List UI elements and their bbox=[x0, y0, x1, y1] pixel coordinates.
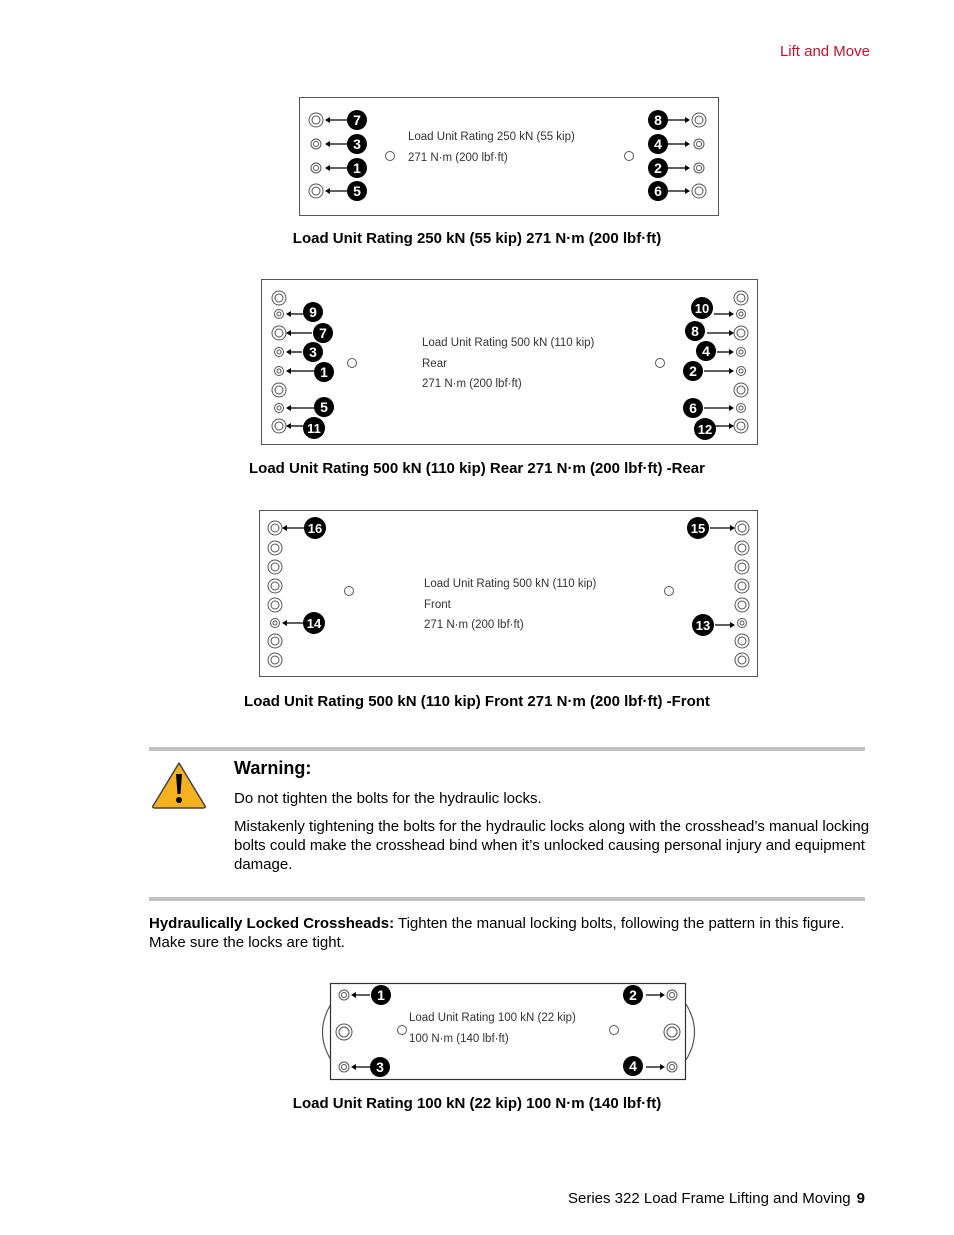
sequence-marker bbox=[687, 517, 709, 539]
svg-text:1: 1 bbox=[353, 160, 361, 176]
sequence-marker bbox=[347, 181, 367, 201]
divider bbox=[149, 747, 865, 751]
sequence-marker bbox=[314, 397, 334, 417]
sequence-marker bbox=[648, 181, 668, 201]
svg-text:13: 13 bbox=[695, 618, 711, 633]
sequence-marker bbox=[303, 612, 325, 634]
sequence-marker bbox=[371, 985, 391, 1005]
sequence-marker bbox=[303, 342, 323, 362]
page-number: 9 bbox=[856, 1190, 865, 1207]
svg-text:3: 3 bbox=[376, 1059, 384, 1075]
sequence-marker bbox=[303, 302, 323, 322]
svg-text:12: 12 bbox=[697, 422, 713, 437]
figure-100kn bbox=[310, 980, 706, 1084]
sequence-marker bbox=[623, 1056, 643, 1076]
svg-text:9: 9 bbox=[309, 304, 317, 320]
svg-text:16: 16 bbox=[307, 521, 323, 536]
bolt-group-right bbox=[692, 113, 706, 198]
svg-text:15: 15 bbox=[690, 521, 706, 536]
svg-text:2: 2 bbox=[654, 160, 662, 176]
warning-triangle-icon bbox=[150, 760, 208, 810]
sequence-marker bbox=[692, 614, 714, 636]
instruction-text: Tighten the manual locking bolts, following the pattern in this figure. Make sure the locks are tight. bbox=[149, 915, 845, 951]
figure-caption: Load Unit Rating 100 kN (22 kip) 100 N·m (140 lbf·ft) bbox=[292, 1095, 662, 1112]
figure-500kn-rear bbox=[261, 279, 758, 445]
figure-label-line: 100 N·m (140 lbf·ft) bbox=[409, 1033, 509, 1045]
figure-caption: Load Unit Rating 500 kN (110 kip) Rear 271 N·m (200 lbf·ft) -Rear bbox=[249, 460, 705, 477]
bolt-group-left bbox=[309, 113, 323, 198]
footer-title: Series 322 Load Frame Lifting and Moving bbox=[567, 1190, 851, 1207]
svg-text:5: 5 bbox=[353, 183, 361, 199]
sequence-marker bbox=[683, 361, 703, 381]
divider bbox=[149, 897, 865, 901]
warning-text: Mistakenly tightening the bolts for the hydraulic locks along with the crosshead’s manual locking bolts could make the crosshead bind when it’s unlocked causing personal injury and equipment damage. bbox=[234, 818, 870, 873]
svg-text:2: 2 bbox=[629, 987, 637, 1003]
sequence-marker bbox=[691, 297, 713, 319]
warning-text: Do not tighten the bolts for the hydraulic locks. bbox=[234, 790, 542, 807]
sequence-marker bbox=[648, 158, 668, 178]
svg-text:4: 4 bbox=[629, 1058, 637, 1074]
svg-text:7: 7 bbox=[353, 112, 361, 128]
sequence-marker bbox=[347, 110, 367, 130]
figure-label-line: 271 N·m (200 lbf·ft) bbox=[424, 619, 524, 631]
bolt-group-left bbox=[272, 291, 286, 433]
svg-text:4: 4 bbox=[702, 343, 710, 359]
instruction-paragraph bbox=[149, 914, 869, 952]
figure-label-line: Load Unit Rating 100 kN (22 kip) bbox=[409, 1012, 576, 1024]
figure-label-line: Rear bbox=[422, 358, 447, 370]
sequence-marker bbox=[685, 321, 705, 341]
figure-250kn-diagram bbox=[300, 98, 718, 215]
sequence-marker bbox=[313, 323, 333, 343]
sequence-marker bbox=[303, 417, 325, 439]
svg-text:10: 10 bbox=[694, 301, 710, 316]
svg-text:14: 14 bbox=[306, 616, 322, 631]
svg-text:1: 1 bbox=[377, 987, 385, 1003]
sequence-marker bbox=[370, 1057, 390, 1077]
instruction-lead: Hydraulically Locked Crossheads: bbox=[149, 915, 395, 932]
svg-text:2: 2 bbox=[689, 363, 697, 379]
warning-title: Warning: bbox=[234, 758, 312, 778]
sequence-marker bbox=[304, 517, 326, 539]
figure-500kn-front-diagram bbox=[260, 511, 757, 676]
sequence-marker bbox=[648, 110, 668, 130]
sequence-marker bbox=[683, 398, 703, 418]
bolt-group-right bbox=[734, 291, 748, 433]
svg-text:11: 11 bbox=[307, 421, 321, 436]
figure-500kn-rear-diagram bbox=[262, 280, 757, 444]
svg-text:1: 1 bbox=[320, 364, 328, 380]
sequence-marker bbox=[347, 134, 367, 154]
figure-caption: Load Unit Rating 500 kN (110 kip) Front 271 N·m (200 lbf·ft) -Front bbox=[244, 693, 710, 710]
svg-text:3: 3 bbox=[309, 344, 317, 360]
page-footer bbox=[568, 1190, 865, 1207]
svg-text:3: 3 bbox=[353, 136, 361, 152]
sequence-marker bbox=[347, 158, 367, 178]
section-header[interactable]: Lift and Move bbox=[779, 43, 870, 60]
figure-caption: Load Unit Rating 250 kN (55 kip) 271 N·m (200 lbf·ft) bbox=[292, 230, 662, 247]
sequence-marker bbox=[314, 362, 334, 382]
svg-text:5: 5 bbox=[320, 399, 328, 415]
figure-250kn bbox=[299, 97, 719, 216]
sequence-marker bbox=[623, 985, 643, 1005]
figure-label-line: Load Unit Rating 500 kN (110 kip) bbox=[422, 337, 595, 349]
svg-text:8: 8 bbox=[654, 112, 662, 128]
figure-label-line: 271 N·m (200 lbf·ft) bbox=[408, 152, 508, 164]
figure-label-line: Load Unit Rating 250 kN (55 kip) bbox=[408, 131, 575, 143]
bolt-group-right bbox=[735, 521, 749, 667]
svg-text:4: 4 bbox=[654, 136, 662, 152]
figure-label-line: Load Unit Rating 500 kN (110 kip) bbox=[424, 578, 597, 590]
figure-label-line: Front bbox=[424, 599, 451, 611]
svg-text:6: 6 bbox=[654, 183, 662, 199]
svg-text:8: 8 bbox=[691, 323, 699, 339]
svg-text:7: 7 bbox=[319, 325, 327, 341]
sequence-marker bbox=[648, 134, 668, 154]
sequence-marker bbox=[694, 418, 716, 440]
sequence-marker bbox=[696, 341, 716, 361]
svg-text:6: 6 bbox=[689, 400, 697, 416]
figure-500kn-front bbox=[259, 510, 758, 677]
bolt-group-left bbox=[268, 521, 282, 667]
figure-label-line: 271 N·m (200 lbf·ft) bbox=[422, 378, 522, 390]
